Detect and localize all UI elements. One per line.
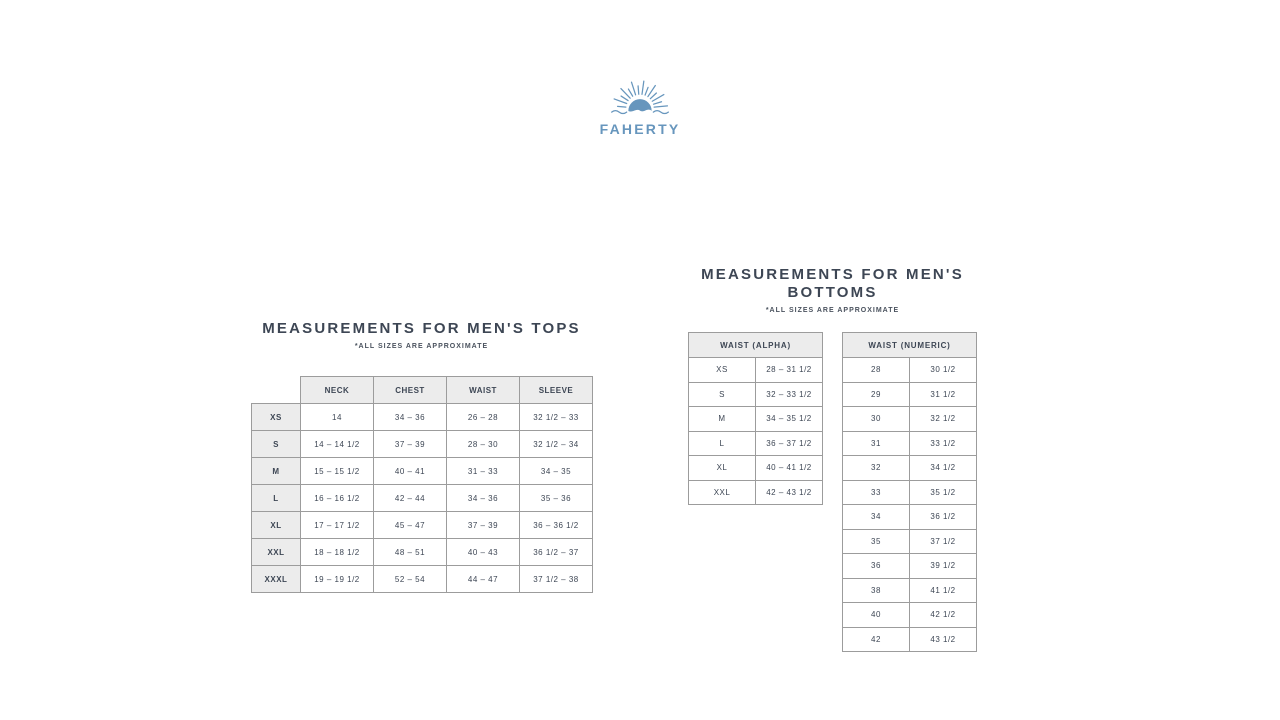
cell-waist: 44 – 47 [447, 566, 520, 593]
column-header-sleeve: SLEEVE [520, 377, 593, 404]
table-row [843, 407, 977, 432]
column-header-waist: WAIST [447, 377, 520, 404]
size-label: XXL [252, 539, 301, 566]
cell-sleeve: 32 1/2 – 33 [520, 404, 593, 431]
corner-spacer [252, 377, 301, 404]
cell-range: 36 – 37 1/2 [756, 431, 823, 456]
table-row [843, 431, 977, 456]
table-row [689, 456, 823, 481]
cell-chest: 52 – 54 [374, 566, 447, 593]
table-row [252, 539, 593, 566]
size-label: S [689, 382, 756, 407]
table-row [843, 554, 977, 579]
cell-range: 34 – 35 1/2 [756, 407, 823, 432]
cell-sleeve: 35 – 36 [520, 485, 593, 512]
table-row [843, 627, 977, 652]
cell-waist: 31 – 33 [447, 458, 520, 485]
cell-measure: 30 1/2 [910, 358, 977, 383]
column-header-waist-numeric: WAIST (NUMERIC) [843, 333, 977, 358]
size-label: L [252, 485, 301, 512]
size-label: XS [252, 404, 301, 431]
table-row [252, 566, 593, 593]
size-label: L [689, 431, 756, 456]
cell-waist: 28 – 30 [447, 431, 520, 458]
size-label: 30 [843, 407, 910, 432]
tops-section [251, 320, 592, 593]
cell-neck: 14 – 14 1/2 [301, 431, 374, 458]
table-row [252, 485, 593, 512]
table-row [689, 431, 823, 456]
tops-subtitle: *ALL SIZES ARE APPROXIMATE [354, 343, 489, 350]
table-row [252, 404, 593, 431]
tops-title: MEASUREMENTS FOR MEN'S TOPS [262, 320, 581, 337]
column-header-waist-alpha: WAIST (ALPHA) [689, 333, 823, 358]
brand-name: FAHERTY [599, 121, 681, 137]
cell-neck: 15 – 15 1/2 [301, 458, 374, 485]
cell-measure: 36 1/2 [910, 505, 977, 530]
cell-measure: 32 1/2 [910, 407, 977, 432]
cell-chest: 40 – 41 [374, 458, 447, 485]
cell-waist: 26 – 28 [447, 404, 520, 431]
column-header-neck: NECK [301, 377, 374, 404]
size-label: 42 [843, 627, 910, 652]
cell-waist: 34 – 36 [447, 485, 520, 512]
cell-sleeve: 34 – 35 [520, 458, 593, 485]
table-row [252, 458, 593, 485]
cell-measure: 35 1/2 [910, 480, 977, 505]
size-label: XL [252, 512, 301, 539]
numeric-header-row [843, 333, 977, 358]
size-label: S [252, 431, 301, 458]
table-row [843, 480, 977, 505]
cell-neck: 14 [301, 404, 374, 431]
cell-waist: 40 – 43 [447, 539, 520, 566]
table-row [843, 529, 977, 554]
size-label: XL [689, 456, 756, 481]
cell-sleeve: 36 1/2 – 37 [520, 539, 593, 566]
size-label: XXXL [252, 566, 301, 593]
cell-measure: 37 1/2 [910, 529, 977, 554]
size-label: 38 [843, 578, 910, 603]
brand-logo [598, 70, 682, 137]
cell-neck: 16 – 16 1/2 [301, 485, 374, 512]
cell-waist: 37 – 39 [447, 512, 520, 539]
tops-table [251, 376, 593, 593]
table-row [689, 382, 823, 407]
table-row [843, 603, 977, 628]
cell-range: 40 – 41 1/2 [756, 456, 823, 481]
table-row [843, 456, 977, 481]
size-label: 29 [843, 382, 910, 407]
size-label: M [689, 407, 756, 432]
table-row [843, 382, 977, 407]
cell-measure: 41 1/2 [910, 578, 977, 603]
cell-chest: 42 – 44 [374, 485, 447, 512]
size-label: 35 [843, 529, 910, 554]
cell-neck: 19 – 19 1/2 [301, 566, 374, 593]
size-label: 40 [843, 603, 910, 628]
table-row [252, 431, 593, 458]
waist-alpha-table [688, 332, 823, 505]
bottoms-subtitle: *ALL SIZES ARE APPROXIMATE [765, 307, 900, 314]
size-label: 31 [843, 431, 910, 456]
size-label: 36 [843, 554, 910, 579]
table-row [689, 407, 823, 432]
cell-neck: 17 – 17 1/2 [301, 512, 374, 539]
cell-measure: 34 1/2 [910, 456, 977, 481]
size-label: M [252, 458, 301, 485]
table-row [843, 505, 977, 530]
table-row [843, 358, 977, 383]
table-row [843, 578, 977, 603]
size-label: 33 [843, 480, 910, 505]
bottoms-title: MEASUREMENTS FOR MEN'S BOTTOMS [701, 266, 964, 301]
size-label: XS [689, 358, 756, 383]
bottoms-section [688, 266, 977, 652]
cell-chest: 37 – 39 [374, 431, 447, 458]
cell-measure: 42 1/2 [910, 603, 977, 628]
cell-chest: 34 – 36 [374, 404, 447, 431]
cell-measure: 43 1/2 [910, 627, 977, 652]
cell-measure: 39 1/2 [910, 554, 977, 579]
cell-chest: 48 – 51 [374, 539, 447, 566]
cell-measure: 33 1/2 [910, 431, 977, 456]
table-row [252, 512, 593, 539]
cell-measure: 31 1/2 [910, 382, 977, 407]
cell-chest: 45 – 47 [374, 512, 447, 539]
waist-numeric-table [842, 332, 977, 652]
size-label: 28 [843, 358, 910, 383]
size-label: 34 [843, 505, 910, 530]
cell-range: 28 – 31 1/2 [756, 358, 823, 383]
cell-sleeve: 32 1/2 – 34 [520, 431, 593, 458]
column-header-chest: CHEST [374, 377, 447, 404]
table-row [689, 358, 823, 383]
cell-range: 42 – 43 1/2 [756, 480, 823, 505]
cell-neck: 18 – 18 1/2 [301, 539, 374, 566]
size-label: XXL [689, 480, 756, 505]
table-row [689, 480, 823, 505]
size-label: 32 [843, 456, 910, 481]
sunrise-icon [598, 70, 682, 120]
tops-header-row [252, 377, 593, 404]
bottoms-tables [688, 332, 977, 652]
cell-sleeve: 37 1/2 – 38 [520, 566, 593, 593]
alpha-header-row [689, 333, 823, 358]
cell-range: 32 – 33 1/2 [756, 382, 823, 407]
cell-sleeve: 36 – 36 1/2 [520, 512, 593, 539]
